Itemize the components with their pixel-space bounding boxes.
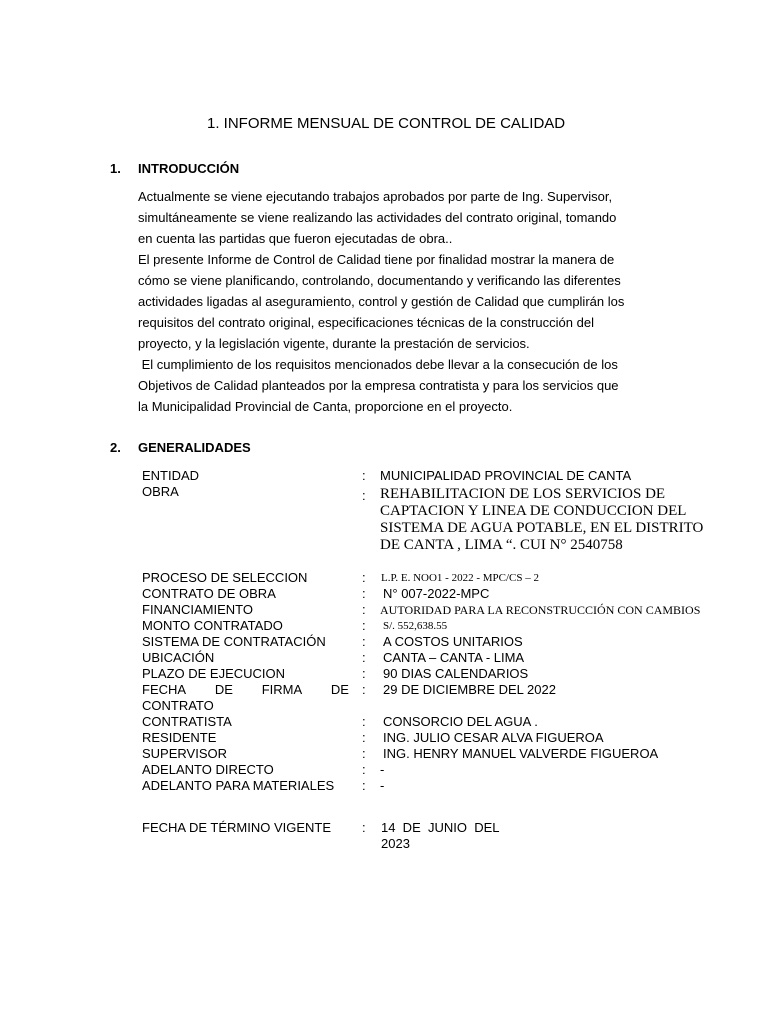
proceso-label: PROCESO DE SELECCION	[142, 570, 308, 585]
separator: :	[362, 602, 366, 617]
section-number-1: 1.	[110, 161, 121, 176]
intro-paragraph	[138, 186, 629, 417]
obra-label: OBRA	[142, 484, 179, 499]
sistema-value: A COSTOS UNITARIOS	[383, 634, 523, 649]
fecha-firma-label	[142, 682, 349, 714]
separator: :	[362, 820, 366, 835]
financiamiento-value: AUTORIDAD PARA LA RECONSTRUCCIÓN CON CAMBIOS	[380, 603, 701, 617]
ubicacion-label: UBICACIÓN	[142, 650, 215, 665]
separator: :	[362, 730, 366, 745]
entidad-value: MUNICIPALIDAD PROVINCIAL DE CANTA	[380, 468, 632, 483]
section-heading-introduccion: INTRODUCCIÓN	[138, 161, 240, 176]
separator: :	[362, 666, 366, 681]
fecha-firma-label-line2: CONTRATO	[142, 698, 214, 713]
plazo-value: 90 DIAS CALENDARIOS	[383, 666, 529, 681]
entidad-label: ENTIDAD	[142, 468, 200, 483]
monto-value: S/. 552,638.55	[383, 620, 448, 632]
residente-value: ING. JULIO CESAR ALVA FIGUEROA	[383, 730, 604, 745]
contratista-value: CONSORCIO DEL AGUA .	[383, 714, 538, 729]
obra-value	[380, 486, 703, 554]
proceso-value: L.P. E. NOO1 - 2022 - MPC/CS – 2	[381, 572, 539, 584]
contrato-value: N° 007-2022-MPC	[383, 586, 490, 601]
fecha-firma-label-word: FECHA	[142, 682, 187, 697]
fecha-termino-label: FECHA DE TÉRMINO VIGENTE	[142, 820, 332, 835]
obra-value-line: SISTEMA DE AGUA POTABLE, EN EL DISTRITO	[380, 520, 704, 536]
separator: :	[362, 746, 366, 761]
intro-line: la Municipalidad Provincial de Canta, proporcione en el proyecto.	[138, 399, 513, 414]
fecha-firma-value: 29 DE DICIEMBRE DEL 2022	[383, 682, 556, 697]
adelanto-materiales-value: -	[380, 778, 385, 793]
fecha-firma-label-word: DE	[330, 682, 349, 697]
separator: :	[362, 570, 366, 585]
intro-line: en cuenta las partidas que fueron ejecutadas de obra..	[138, 231, 453, 246]
adelanto-directo-value: -	[380, 762, 385, 777]
supervisor-label: SUPERVISOR	[142, 746, 228, 761]
separator: :	[362, 682, 366, 697]
separator: :	[362, 650, 366, 665]
obra-value-line: CAPTACION Y LINEA DE CONDUCCION DEL	[380, 503, 687, 519]
separator: :	[362, 618, 366, 633]
separator: :	[362, 634, 366, 649]
separator: :	[362, 488, 366, 503]
fecha-termino-value: 14 DE JUNIO DEL	[381, 820, 500, 835]
separator: :	[362, 586, 366, 601]
intro-line: actividades ligadas al aseguramiento, control y gestión de Calidad que cumplirán los	[138, 294, 625, 309]
fecha-firma-label-word: FIRMA	[261, 682, 303, 697]
sistema-label: SISTEMA DE CONTRATACIÓN	[142, 634, 326, 649]
contratista-label: CONTRATISTA	[142, 714, 232, 729]
intro-line: requisitos del contrato original, especificaciones técnicas de la construcción del	[138, 315, 594, 330]
separator: :	[362, 778, 366, 793]
obra-value-line: REHABILITACION DE LOS SERVICIOS DE	[380, 486, 666, 502]
intro-line: Actualmente se viene ejecutando trabajos aprobados por parte de Ing. Supervisor,	[138, 189, 613, 204]
separator: :	[362, 468, 366, 483]
ubicacion-value: CANTA – CANTA - LIMA	[383, 650, 525, 665]
financiamiento-label: FINANCIAMIENTO	[142, 602, 253, 617]
intro-line: El presente Informe de Control de Calidad tiene por finalidad mostrar la manera de	[138, 252, 615, 267]
fecha-firma-label-word: DE	[214, 682, 233, 697]
residente-label: RESIDENTE	[142, 730, 217, 745]
section-number-2: 2.	[110, 440, 121, 455]
intro-line: Objetivos de Calidad planteados por la empresa contratista y para los servicios que	[138, 378, 619, 393]
intro-line: simultáneamente se viene realizando las actividades del contrato original, tomando	[138, 210, 617, 225]
adelanto-directo-label: ADELANTO DIRECTO	[142, 762, 274, 777]
fecha-termino-value-year: 2023	[381, 836, 410, 851]
separator: :	[362, 714, 366, 729]
intro-line: cómo se viene planificando, controlando, documentando y verificando las diferentes	[138, 273, 621, 288]
adelanto-materiales-label: ADELANTO PARA MATERIALES	[142, 778, 335, 793]
monto-label: MONTO CONTRATADO	[142, 618, 283, 633]
contrato-label: CONTRATO DE OBRA	[142, 586, 276, 601]
document-title: 1. INFORME MENSUAL DE CONTROL DE CALIDAD	[207, 115, 566, 132]
separator: :	[362, 762, 366, 777]
obra-value-line: DE CANTA , LIMA “. CUI N° 2540758	[380, 537, 623, 553]
section-heading-generalidades: GENERALIDADES	[138, 440, 251, 455]
plazo-label: PLAZO DE EJECUCION	[142, 666, 286, 681]
supervisor-value: ING. HENRY MANUEL VALVERDE FIGUEROA	[383, 746, 659, 761]
intro-line: El cumplimiento de los requisitos mencionados debe llevar a la consecución de los	[138, 357, 618, 372]
intro-line: proyecto, y la legislación vigente, durante la prestación de servicios.	[138, 336, 530, 351]
